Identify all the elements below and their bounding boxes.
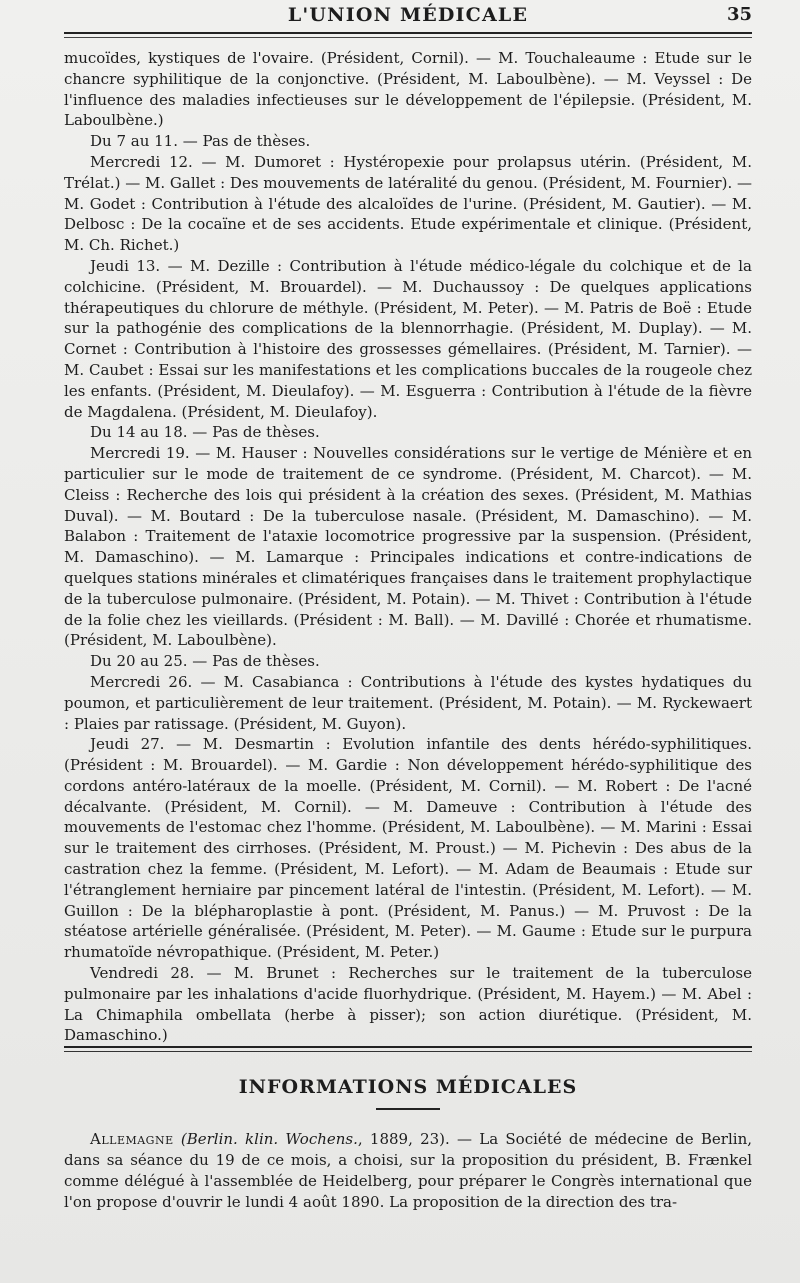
separator-rule-thick — [64, 1046, 752, 1048]
paragraph: Vendredi 28. — M. Brunet : Recherches sur le traitement de la tuberculose pulmonaire par les inhalations d'acide fluorhydrique. (Président, M. Hayem.) — M. Abel : La Chimaphila ombellata (herbe à pisser); son action diurétique. (Président, M. Damaschino.) — [64, 964, 752, 1045]
paragraph: Mercredi 12. — M. Dumoret : Hystéropexie pour prolapsus utérin. (Président, M. Trélat.) — M. Gallet : Des mouvements de latéralité du genou. (Président, M. Fournier). — M. Godet : Contribution à l'étude des alcaloïdes de l'urine. (Président, M. Gautier). — M. Delbosc : De la cocaïne et de ses accidents. Etude expérimentale et clinique. (Président, M. Ch. Richet.) — [64, 152, 752, 255]
header-rule — [64, 32, 752, 34]
article-text: — La Société de médecine de Berlin, dans sa séance du 19 de ce mois, a choisi, sur la proposition du président, B. Frænkel comme délégué à l'assemblée de Heidelberg, pour préparer le Congrès international que l'on propose d'ouvrir le lundi 4 août 1890. La proposition de la direction des tra- — [64, 1130, 753, 1211]
paragraph: Mercredi 26. — M. Casabianca : Contributions à l'étude des kystes hydatiques du poumon, et particulièrement de leur traitement. (Président, M. Potain). — M. Ryckewaert : Plaies par ratissage. (Président, M. Guyon). — [64, 672, 752, 733]
paragraph: Du 7 au 11. — Pas de thèses. — [90, 132, 311, 151]
paragraph: Mercredi 19. — M. Hauser : Nouvelles considérations sur le vertige de Ménière et en particulier sur le mode de traitement de ce syndrome. (Président, M. Charcot). — M. Cleiss : Recherche des lois qui président à la création des sexes. (Président, M. Mathias Duval). — M. Boutard : De la tuberculose nasale. (Président, M. Damaschino). — M. Balabon : Traitement de l'ataxie locomotrice progressive par la suspension. (Président, M. Damaschino). — M. Lamarque : Principales indications et contre-indications de quelques stations minérales et climatériques françaises dans le traitement prophylactique de la tuberculose pulmonaire. (Président, M. Potain). — M. Thivet : Contribution à l'étude de la folie chez les vieillards. (Président : M. Ball). — M. Davillé : Chorée et rhumatisme. (Président, M. Laboulbène). — [64, 444, 752, 650]
running-title: L'UNION MÉDICALE — [287, 4, 529, 26]
section-separator — [64, 1046, 752, 1052]
section-title: INFORMATIONS MÉDICALES — [238, 1076, 578, 1098]
page-header — [64, 2, 752, 28]
thesis-listing — [64, 48, 752, 1046]
title-underline — [376, 1108, 440, 1110]
source-citation: (Berlin. klin. Wochens. — [180, 1130, 358, 1148]
header-rule-thin — [64, 37, 752, 38]
paragraph: Du 14 au 18. — Pas de thèses. — [90, 423, 320, 442]
information-article — [64, 1129, 752, 1213]
country-label: Allemagne — [90, 1130, 174, 1148]
paragraph: Jeudi 27. — M. Desmartin : Evolution infantile des dents hérédo-syphilitiques. (Président : M. Brouardel). — M. Gardie : Non développement hérédo-syphilitique des cordons antéro-latéraux de la moelle. (Président, M. Cornil). — M. Robert : De l'acné décalvante. (Président, M. Cornil). — M. Dameuve : Contribution à l'étude des mouvements de l'estomac chez l'homme. (Président, M. Laboulbène). — M. Marini : Essai sur le traitement des cirrhoses. (Président, M. Proust.) — M. Pichevin : Des abus de la castration chez la femme. (Président, M. Lefort). — M. Adam de Beaumais : Etude sur l'étranglement herniaire par pincement latéral de l'intestin. (Président, M. Lefort). — M. Guillon : De la blépharoplastie à pont. (Président, M. Panus.) — M. Pruvost : De la stéatose artérielle généralisée. (Président, M. Peter). — M. Gaume : Etude sur le purpura rhumatoïde névropathique. (Président, M. Peter.) — [64, 735, 752, 962]
source-citation-rest: , 1889, 23). — [357, 1130, 450, 1148]
separator-rule-thin — [64, 1051, 752, 1052]
paragraph: Du 20 au 25. — Pas de thèses. — [90, 652, 320, 671]
paragraph — [64, 1129, 752, 1213]
paragraph: Jeudi 13. — M. Dezille : Contribution à l'étude médico-légale du colchique et de la colchicine. (Président, M. Brouardel). — M. Duchaussoy : De quelques applications thérapeutiques du chlorure de méthyle. (Président, M. Peter). — M. Patris de Boë : Etude sur la pathogénie des complications de la blennorrhagie. (Président, M. Duplay). — M. Cornet : Contribution à l'histoire des grossesses gémellaires. (Président, M. Tarnier). — M. Caubet : Essai sur les manifestations et les complications buccales de la rougeole chez les enfants. (Président, M. Dieulafoy). — M. Esguerra : Contribution à l'étude de la fièvre de Magdalena. (Président, M. Dieulafoy). — [64, 256, 752, 421]
page-number: 35 — [726, 4, 752, 25]
paragraph: mucoïdes, kystiques de l'ovaire. (Président, Cornil). — M. Touchaleaume : Etude sur le chancre syphilitique de la conjonctive. (Président, M. Laboulbène). — M. Veyssel : De l'influence des maladies infectieuses sur le développement de l'épilepsie. (Président, M. Laboulbène.) — [64, 49, 752, 130]
